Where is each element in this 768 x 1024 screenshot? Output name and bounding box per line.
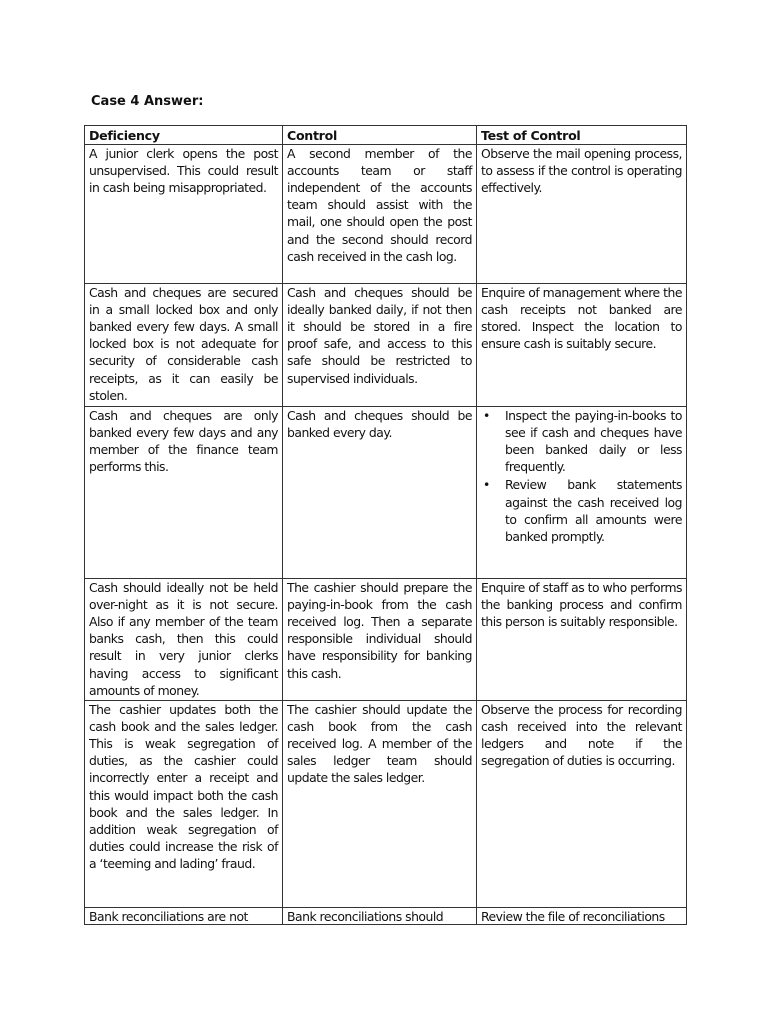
control-cell: The cashier should update the cash book from the cash received log. A member of the sales ledger team should update the sales ledger. — [283, 701, 477, 908]
bullet-icon: • — [483, 477, 490, 493]
column-header-test-of-control: Test of Control — [477, 126, 687, 145]
page-heading: Case 4 Answer: — [91, 94, 204, 109]
control-cell: Cash and cheques should be banked every day. — [283, 407, 477, 579]
list-item — [483, 476, 682, 544]
deficiency-cell: The cashier updates both the cash book and the sales ledger. This is weak segregation of duties, as the cashier could incorrectly enter a receipt and this would impact both the cash book and the sales ledger. In addition weak segregation of duties could increase the risk of a ‘teeming and lading’ fraud. — [85, 701, 283, 908]
table-row — [85, 908, 687, 925]
column-header-control: Control — [283, 126, 477, 145]
deficiency-cell: Cash and cheques are only banked every few days and any member of the finance team performs this. — [85, 407, 283, 579]
cell-text: Bank reconciliations should — [287, 909, 444, 925]
deficiency-cell: Cash and cheques are secured in a small locked box and only banked every few days. A small locked box is not adequate for security of considerable cash receipts, as it can easily be stolen. — [85, 284, 283, 407]
bullet-text: Inspect the paying-in-books to see if cash and cheques have been banked daily or less frequently. — [505, 408, 682, 475]
bullet-text: Review bank statements against the cash received log to confirm all amounts were banked promptly. — [505, 477, 682, 544]
control-cell — [283, 908, 477, 925]
deficiency-cell: A junior clerk opens the post unsupervised. This could result in cash being misappropriated. — [85, 145, 283, 284]
test-of-control-cell — [477, 908, 687, 925]
controls-table — [84, 125, 687, 925]
test-of-control-cell — [477, 407, 687, 579]
control-cell: A second member of the accounts team or staff independent of the accounts team should assist with the mail, one should open the post and the second should record cash received in the cash log. — [283, 145, 477, 284]
bullet-icon: • — [483, 408, 490, 424]
test-of-control-cell: Enquire of staff as to who performs the banking process and confirm this person is suitably responsible. — [477, 579, 687, 701]
list-item — [483, 407, 682, 475]
table-row — [85, 579, 687, 701]
deficiency-cell: Cash should ideally not be held over-night as it is not secure. Also if any member of the team banks cash, then this could result in very junior clerks having access to significant amounts of money. — [85, 579, 283, 701]
table-row — [85, 701, 687, 908]
test-of-control-cell: Observe the mail opening process, to assess if the control is operating effectively. — [477, 145, 687, 284]
control-cell: The cashier should prepare the paying-in-book from the cash received log. Then a separate responsible individual should have responsibility for banking this cash. — [283, 579, 477, 701]
test-bullet-list — [481, 407, 682, 545]
column-header-deficiency: Deficiency — [85, 126, 283, 145]
header-row — [85, 126, 687, 145]
table-row — [85, 407, 687, 579]
table-row — [85, 284, 687, 407]
test-of-control-cell: Observe the process for recording cash received into the relevant ledgers and note if the segregation of duties is occurring. — [477, 701, 687, 908]
cell-text: Bank reconciliations are not — [89, 909, 248, 925]
table-row — [85, 145, 687, 284]
control-cell: Cash and cheques should be ideally banked daily, if not then it should be stored in a fire proof safe, and access to this safe should be restricted to supervised individuals. — [283, 284, 477, 407]
deficiency-cell — [85, 908, 283, 925]
test-of-control-cell: Enquire of management where the cash receipts not banked are stored. Inspect the location to ensure cash is suitably secure. — [477, 284, 687, 407]
cell-text: Review the file of reconciliations — [481, 909, 665, 925]
